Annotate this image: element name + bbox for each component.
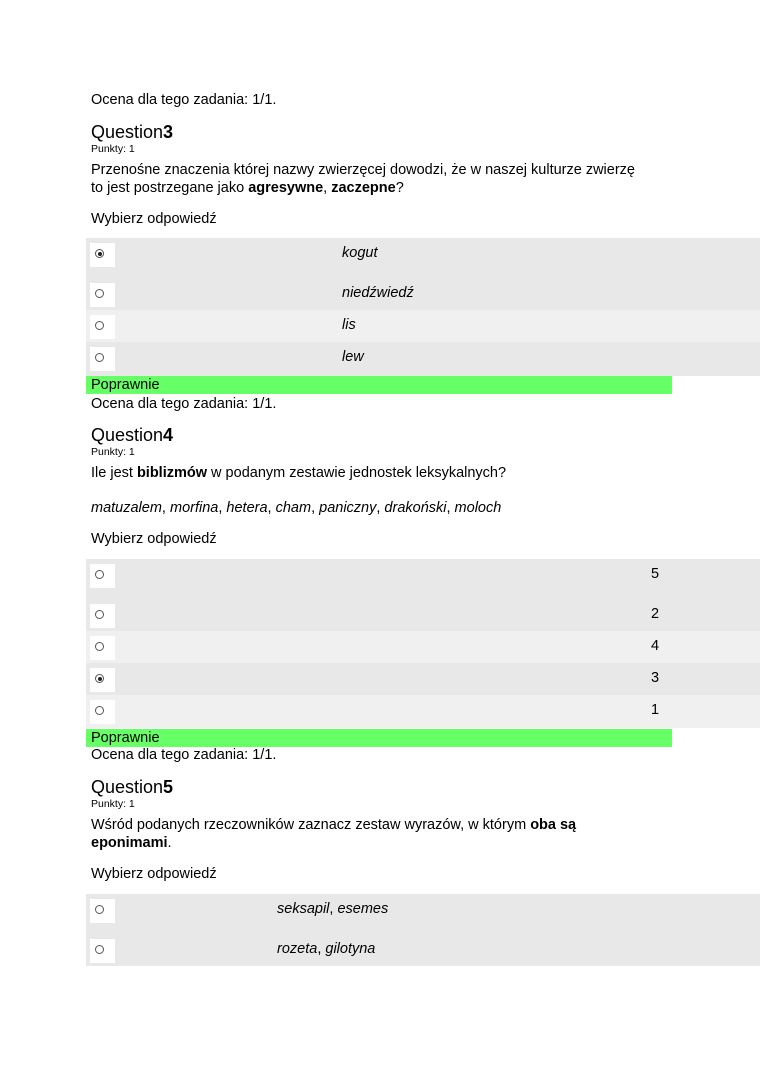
q4-option-radio[interactable] xyxy=(95,610,104,619)
q3-option-radio[interactable] xyxy=(95,321,104,330)
q5-choose-label: Wybierz odpowiedź xyxy=(91,866,217,882)
q3-score-text: Ocena dla tego zadania: 1/1. xyxy=(91,396,277,412)
q4-score-text: Ocena dla tego zadania: 1/1. xyxy=(91,747,277,763)
q5-option-sep: , xyxy=(329,901,338,917)
q4-option-radio[interactable] xyxy=(95,706,104,715)
radio-box[interactable] xyxy=(90,899,115,923)
radio-box[interactable] xyxy=(90,604,115,628)
radio-box[interactable] xyxy=(90,283,115,307)
q5-option-radio[interactable] xyxy=(95,945,104,954)
q5-option-row[interactable] xyxy=(86,934,760,966)
q3-option-radio[interactable] xyxy=(95,249,104,258)
q3-choose-label: Wybierz odpowiedź xyxy=(91,211,217,227)
q4-option-row[interactable] xyxy=(86,559,760,599)
q4-option-row[interactable] xyxy=(86,631,760,663)
q5-option-label xyxy=(277,900,388,918)
q4-word-sep: , xyxy=(311,500,320,516)
radio-box[interactable] xyxy=(90,564,115,588)
q3-text-end: ? xyxy=(395,180,404,196)
q4-status-banner xyxy=(86,729,672,747)
q4-text-pre: Ile jest xyxy=(91,465,137,481)
q3-points: Punkty: 1 xyxy=(91,143,135,155)
radio-box[interactable] xyxy=(90,939,115,963)
q3-option-radio[interactable] xyxy=(95,289,104,298)
q4-title xyxy=(91,425,173,445)
q4-choose-label: Wybierz odpowiedź xyxy=(91,531,217,547)
q4-option-label: 1 xyxy=(651,702,660,718)
q5-text-line1 xyxy=(91,816,576,834)
radio-box[interactable] xyxy=(90,315,115,339)
q5-option-word: gilotyna xyxy=(325,941,376,957)
q3-option-row[interactable] xyxy=(86,238,760,278)
q4-status-text: Poprawnie xyxy=(91,730,160,746)
q4-option-radio[interactable] xyxy=(95,642,104,651)
q4-option-label: 3 xyxy=(651,670,660,686)
q3-title xyxy=(91,122,173,142)
q4-option-radio[interactable] xyxy=(95,570,104,579)
q4-word: matuzalem xyxy=(91,500,162,516)
q5-text-bold2: eponimami xyxy=(91,835,168,851)
q4-word: moloch xyxy=(454,500,502,516)
q3-text-bold2: zaczepne xyxy=(331,180,396,196)
q4-word: cham xyxy=(275,500,312,516)
q4-option-radio[interactable] xyxy=(95,674,104,683)
q5-text-bold1: oba są xyxy=(530,817,577,833)
q3-option-row[interactable] xyxy=(86,310,760,342)
q4-word: paniczny xyxy=(319,500,377,516)
q5-option-row[interactable] xyxy=(86,894,760,934)
q4-word-sep: , xyxy=(218,500,227,516)
q5-title-word: Question xyxy=(91,777,164,797)
q3-option-row[interactable] xyxy=(86,342,760,376)
q4-title-word: Question xyxy=(91,425,164,445)
q3-title-word: Question xyxy=(91,122,164,142)
q4-word-sep: , xyxy=(267,500,276,516)
q4-word-sep: , xyxy=(446,500,455,516)
q4-word-list xyxy=(91,499,501,517)
q3-text-pre: to jest postrzegane jako xyxy=(91,180,249,196)
q4-word-sep: , xyxy=(376,500,385,516)
q4-text-bold: biblizmów xyxy=(136,465,208,481)
q4-word-sep: , xyxy=(161,500,170,516)
q5-option-word: rozeta xyxy=(277,941,318,957)
q4-word: drakoński xyxy=(384,500,447,516)
q3-option-label: niedźwiedź xyxy=(342,285,414,301)
q3-option-label: kogut xyxy=(342,245,378,261)
q4-text xyxy=(91,464,506,482)
q3-option-radio[interactable] xyxy=(95,353,104,362)
radio-box[interactable] xyxy=(90,243,115,267)
q3-text-line1: Przenośne znaczenia której nazwy zwierzęcej dowodzi, że w naszej kulturze zwierzę xyxy=(91,162,635,178)
q5-number: 5 xyxy=(163,777,174,797)
q4-option-label: 4 xyxy=(651,638,660,654)
radio-box[interactable] xyxy=(90,347,115,371)
q5-option-sep: , xyxy=(317,941,326,957)
q3-option-label: lew xyxy=(342,349,364,365)
q3-number: 3 xyxy=(163,122,174,142)
q4-option-label: 5 xyxy=(651,566,660,582)
q4-text-post: w podanym zestawie jednostek leksykalnych? xyxy=(207,465,507,481)
q4-word: morfina xyxy=(169,500,219,516)
q5-points: Punkty: 1 xyxy=(91,798,135,810)
q4-word: hetera xyxy=(226,500,268,516)
q2-score-text: Ocena dla tego zadania: 1/1. xyxy=(91,92,277,108)
q3-text-bold1: agresywne xyxy=(248,180,324,196)
q4-option-row[interactable] xyxy=(86,663,760,695)
q4-option-row[interactable] xyxy=(86,695,760,728)
q5-text-line2 xyxy=(91,834,172,852)
q5-text-end: . xyxy=(167,835,172,851)
q3-option-row[interactable] xyxy=(86,278,760,310)
radio-box[interactable] xyxy=(90,700,115,724)
q4-points: Punkty: 1 xyxy=(91,446,135,458)
q5-option-label xyxy=(277,940,375,958)
q3-status-banner xyxy=(86,376,672,394)
q3-status-text: Poprawnie xyxy=(91,377,160,393)
q5-option-radio[interactable] xyxy=(95,905,104,914)
q3-text-line2 xyxy=(91,179,404,197)
radio-box[interactable] xyxy=(90,668,115,692)
q5-option-word: seksapil xyxy=(277,901,330,917)
q3-text-sep: , xyxy=(323,180,332,196)
q3-option-label: lis xyxy=(342,317,356,333)
radio-box[interactable] xyxy=(90,636,115,660)
q4-number: 4 xyxy=(163,425,174,445)
q5-option-word: esemes xyxy=(337,901,389,917)
q4-option-row[interactable] xyxy=(86,599,760,631)
q5-title xyxy=(91,777,173,797)
q5-text-pre: Wśród podanych rzeczowników zaznacz zestaw wyrazów, w którym xyxy=(91,817,531,833)
q4-option-label: 2 xyxy=(651,606,660,622)
